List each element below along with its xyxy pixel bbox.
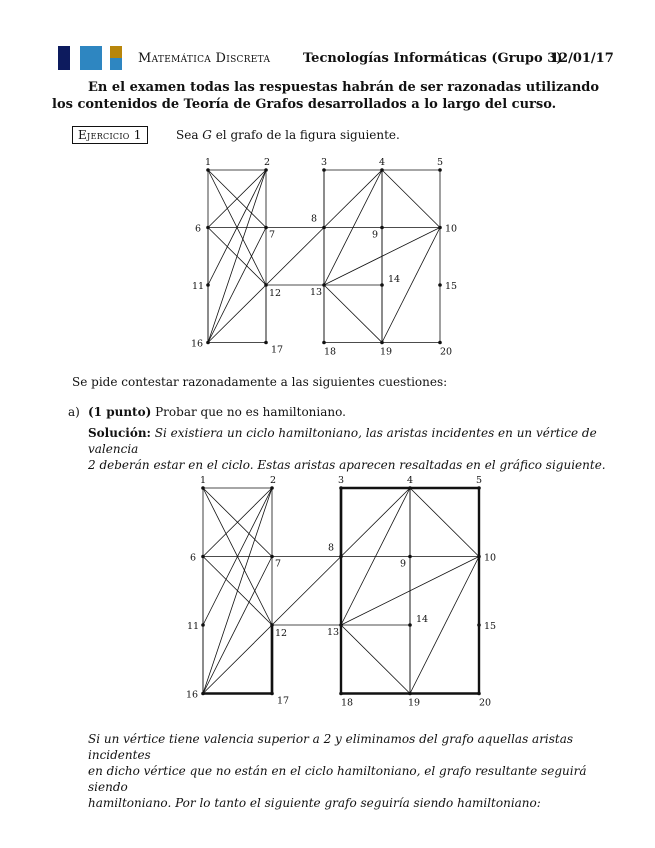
graph2-vertex-16 [201,692,205,696]
graph1-vertex-label-10: 10 [445,223,458,235]
graph2-vertex-12 [270,623,274,627]
graph2-vertex-17 [270,692,274,696]
graph1-vertex-label-7: 7 [269,229,276,241]
graph2-vertex-9 [408,555,412,559]
graph2-vertex-label-12: 12 [275,628,288,639]
graph2-vertex-label-20: 20 [479,697,492,709]
graph1-vertex-label-1: 1 [205,157,212,168]
closing-line-1: Si un vértice tiene valencia superior a 2 y eliminamos del grafo aquellas aristas incidentes [88,732,574,762]
graph2-vertex-label-2: 2 [270,475,277,486]
graph2-vertex-label-7: 7 [275,558,282,570]
graph2-vertex-2 [270,486,274,490]
graph1-edge-13-19 [324,285,382,343]
graph-2-group [186,475,496,709]
graph2-vertex-7 [270,555,274,559]
graph2-vertex-5 [477,486,481,490]
graph1-vertex-2 [264,168,268,172]
solution-line-1 [88,425,608,457]
graph1-vertex-11 [206,283,210,287]
graph2-vertex-label-16: 16 [186,689,199,701]
question-a-marker: a) [68,405,80,419]
graph1-vertex-label-13: 13 [310,287,323,298]
questions-intro: Se pide contestar razonadamente a las siguientes cuestiones: [72,375,448,389]
graph1-vertex-label-19: 19 [380,346,393,358]
graph2-edge-7-16 [203,557,272,694]
graph1-vertex-13 [322,283,326,287]
graph1-vertex-19 [380,341,384,345]
graph1-vertex-label-18: 18 [324,346,337,358]
graph1-vertex-label-20: 20 [440,346,453,358]
graph1-vertex-label-9: 9 [372,229,379,241]
graph2-vertex-label-15: 15 [484,621,497,632]
graph2-vertex-label-9: 9 [400,558,407,570]
graph1-vertex-20 [438,341,442,345]
statement-post: el grafo de la figura siguiente. [211,128,400,142]
graph2-edge-4-10 [410,488,479,557]
graph1-vertex-14 [380,283,384,287]
graph2-vertex-4 [408,486,412,490]
graph1-vertex-label-8: 8 [311,213,318,225]
graph2-vertex-8 [339,555,343,559]
graph1-vertex-label-2: 2 [264,157,271,168]
graph2-edge-12-16 [203,625,272,694]
closing-line-2: en dicho vértice que no están en el ciclo hamiltoniano, el grafo resultante seguirá siendo [88,764,587,794]
graph2-vertex-19 [408,692,412,696]
graph2-vertex-label-14: 14 [416,614,429,625]
header-program: Tecnologías Informáticas (Grupo 3) [303,51,563,66]
graph2-vertex-13 [339,623,343,627]
graph1-vertex-6 [206,226,210,230]
solution-line-2: 2 deberán estar en el ciclo. Estas aristas aparecen resaltadas en el gráfico siguiente. [88,458,606,472]
statement-pre: Sea [176,128,203,142]
graph1-vertex-4 [380,168,384,172]
question-a [88,404,346,420]
question-a-text: Probar que no es hamiltoniano. [151,405,346,419]
graph2-vertex-18 [339,692,343,696]
graph1-vertex-label-12: 12 [269,288,282,299]
graph1-vertex-18 [322,341,326,345]
graph2-vertex-15 [477,623,481,627]
graph2-vertex-label-13: 13 [327,627,340,638]
graph1-edge-12-16 [208,285,266,343]
graph2-vertex-label-1: 1 [200,475,207,486]
graph1-edge-8-4 [324,170,382,228]
graph2-vertex-20 [477,692,481,696]
graph1-vertex-15 [438,283,442,287]
graph2-vertex-14 [408,623,412,627]
graph2-vertex-1 [201,486,205,490]
graph1-vertex-3 [322,168,326,172]
graph2-vertex-label-8: 8 [328,542,335,554]
graph1-vertex-16 [206,341,210,345]
graph1-vertex-17 [264,341,268,345]
graph1-vertex-label-4: 4 [379,157,386,168]
graph2-vertex-10 [477,555,481,559]
header-date: 12/01/17 [550,51,614,66]
exercise-label: Ejercicio 1 [72,126,148,144]
graph1-vertex-9 [380,226,384,230]
graph2-edge-12-8 [272,557,341,626]
graph1-edge-6-12 [208,228,266,286]
graph1-edge-4-10 [382,170,440,228]
graph1-vertex-label-16: 16 [191,338,204,350]
graph1-vertex-8 [322,226,326,230]
graph2-vertex-label-18: 18 [341,697,354,709]
graph2-vertex-label-6: 6 [190,552,197,564]
graph2-vertex-11 [201,623,205,627]
graph2-edge-8-4 [341,488,410,557]
solution-text-1: Si existiera un ciclo hamiltoniano, las aristas incidentes en un vértice de valencia [88,426,597,456]
graph1-vertex-label-17: 17 [271,344,284,356]
graph2-edge-10-19 [410,557,479,694]
closing-line-3: hamiltoniano. Por lo tanto el siguiente grafo seguiría siendo hamiltoniano: [88,796,541,810]
solution-label: Solución: [88,426,151,440]
graph1-vertex-12 [264,283,268,287]
graph2-edge-6-12 [203,557,272,626]
graph2-vertex-3 [339,486,343,490]
header-course: Matemática Discreta [138,51,271,66]
graph1-vertex-label-6: 6 [195,223,202,235]
graph1-vertex-label-11: 11 [192,281,205,292]
graph2-vertex-6 [201,555,205,559]
closing-paragraph [88,731,608,811]
graph2-vertex-label-5: 5 [476,475,483,486]
graph1-vertex-label-3: 3 [321,157,328,168]
graph1-vertex-label-15: 15 [445,281,458,292]
graph2-vertex-label-19: 19 [408,697,421,709]
graph2-vertex-label-4: 4 [407,475,414,486]
question-a-points: (1 punto) [88,405,152,419]
exam-intro: En el examen todas las respuestas habrán de ser razonadas utilizando los contenidos de Teoría de Grafos desarrollados a lo largo del curso. [52,80,600,112]
graph1-vertex-7 [264,226,268,230]
graph2-vertex-label-3: 3 [338,475,345,486]
graph1-vertex-1 [206,168,210,172]
statement-var: G [202,128,212,142]
graph1-vertex-label-14: 14 [388,274,401,285]
graph2-vertex-label-11: 11 [187,621,200,632]
graph1-vertex-label-5: 5 [437,157,444,168]
graph1-edge-7-16 [208,228,266,343]
graph-1-group [191,157,457,358]
graph2-vertex-label-10: 10 [484,552,497,564]
solution-paragraph [88,425,608,473]
graph2-edge-13-19 [341,625,410,694]
graph2-vertex-label-17: 17 [277,695,290,707]
graph1-vertex-10 [438,226,442,230]
graph1-edge-10-19 [382,228,440,343]
graph1-vertex-5 [438,168,442,172]
